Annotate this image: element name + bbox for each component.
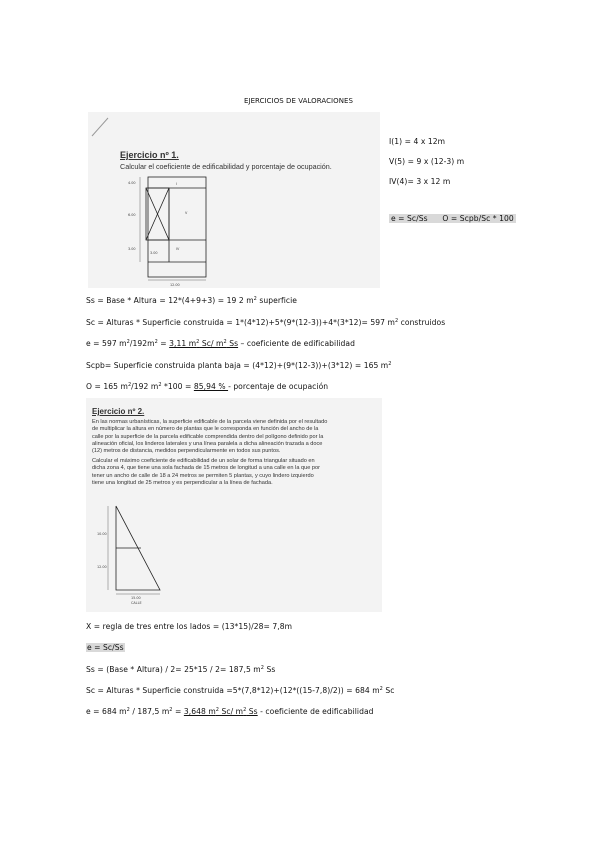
exercise-2-image xyxy=(86,398,382,612)
calc-line-ss: Ss = Base * Altura = 12*(4+9+3) = 19 2 $m^2$ superficie xyxy=(86,296,297,305)
calc-line-e: e = 684 $m^2 / 187,5$ $m^2 = 3,648$ $m^2$ Sc/ $m^2$ Ss - coeficiente de edificabilidad xyxy=(86,707,374,716)
side-note: V(5) = 9 x (12-3) m xyxy=(389,157,465,166)
dim-label: 12.00 xyxy=(170,283,180,287)
formula-highlight: e = Sc/Ss O = Scpb/Sc * 100 xyxy=(391,214,514,223)
roman-label: V xyxy=(185,211,188,215)
formula-highlight: e = Sc/Ss xyxy=(87,643,124,652)
exercise-1-subtitle: Calcular el coeficiente de edificabilidad y porcentaje de ocupación. xyxy=(120,162,332,171)
exercise-1-image xyxy=(88,112,380,288)
calc-line-sc: Sc = Alturas * Superficie construida = 1*(4*12)+5*(9*(12-3))+4*(3*12)= 597 $m^2$ construidos xyxy=(86,318,446,327)
roman-label: I xyxy=(176,182,177,186)
calc-line-sc: Sc = Alturas * Superficie construida =5*(7,8*12)+(12*((15-7,8)/2)) = 684 $m^2$ Sc xyxy=(86,686,395,695)
calc-line-o: O = 165 $m^2/192$ $m^2$ *100 = 85,94 % - porcentaje de ocupación xyxy=(86,382,329,391)
calc-line-e: e = 597 $m^2/192m^2 = 3,11$ $m^2$ Sc/ $m^2$ Ss – coeficiente de edificabilidad xyxy=(86,339,355,348)
calc-line-scpb: Scpb= Superficie construida planta baja = (4*12)+(9*(12-3))+(3*12) = 165 $m^2$ xyxy=(86,361,392,370)
dim-label: 10.00 xyxy=(97,532,107,536)
calc-line-ss: Ss = (Base * Altura) / 2= 25*15 / 2= 187,5 $m^2$ Ss xyxy=(86,665,276,674)
exercise-2-para2: Calcular el máximo coeficiente de edificabilidad de un solar de forma triangular situado en dicha zona 4, que tiene una sola fachada de 15 metros de longitud a una calle en la que por tener un ancho de calle de 18 a 24 metros se permiten 5 plantas, y cuyo lindero izquierdo tiene una longitud de 25 metros y es perpendicular a la línea de fachada. xyxy=(92,458,320,486)
dim-label: 15.00 xyxy=(131,596,141,600)
side-note: I(1) = 4 x 12m xyxy=(389,137,446,146)
dim-label: 3.00 xyxy=(150,251,158,255)
dim-label: 12.00 xyxy=(97,565,107,569)
exercise-2-heading: Ejercicio nº 2. xyxy=(92,407,145,416)
dim-label: 4.00 xyxy=(128,181,136,185)
side-note: IV(4)= 3 x 12 m xyxy=(389,177,451,186)
dim-label: CALLE xyxy=(131,601,142,605)
dim-label: 6.00 xyxy=(128,213,136,217)
calc-line-x: X = regla de tres entre los lados = (13*15)/28= 7,8m xyxy=(86,622,293,631)
dim-label: 3.00 xyxy=(128,247,136,251)
exercise-2-para1: En las normas urbanísticas, la superficie edificable de la parcela viene definida por el resultado de multiplicar la altura en número de plantas que le corresponda en función del ancho de la calle por la superficie de la parcela edificable comprendida dentro del polígono definido por la alineación oficial, los linderos laterales y una línea paralela a dicha alineación trazada a doce (12) metros de distancia, medidos perpendicularmente en todos sus puntos. xyxy=(92,419,328,455)
exercise-1-heading: Ejercicio nº 1. xyxy=(120,150,179,160)
roman-label: IV xyxy=(176,247,180,251)
page-title: EJERCICIOS DE VALORACIONES xyxy=(244,97,353,105)
